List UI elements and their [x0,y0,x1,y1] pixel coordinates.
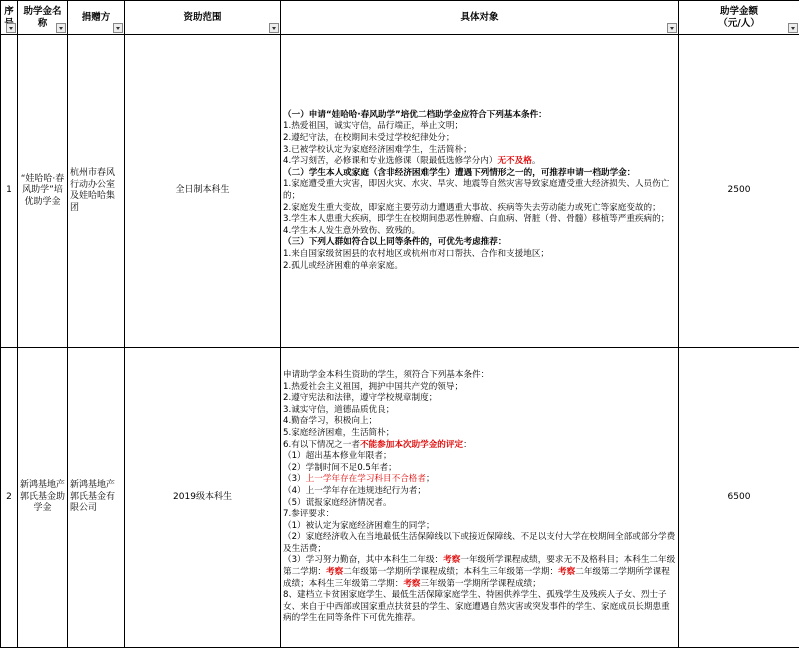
row-seq: 2 [1,348,18,648]
row-donor: 杭州市春风行动办公室及娃哈哈集团 [68,35,125,348]
table-row [1,35,799,348]
filter-dropdown-icon[interactable] [113,23,123,33]
header-row [1,1,799,35]
header-seq: 序 [1,1,18,35]
row-amount: 6500 [679,348,799,648]
row-name: 新鸿基地产郭氏基金助学金 [18,348,68,648]
row-scope: 2019级本科生 [125,348,281,648]
filter-dropdown-icon[interactable] [667,23,677,33]
header-target: 具体对象 [281,1,679,35]
row-seq: 1 [1,35,18,348]
table-row [1,348,799,648]
row-details: 申请助学金本科生资助的学生，须符合下列基本条件： 1.热爱社会主义祖国，拥护中国共产党的领导； 2.遵守宪法和法律，遵守学校规章制度； 3.诚实守信，道德品质优良； 4.勤奋学习，积极向上； 5.家庭经济困难，生活简朴； 6.有以下情况之一者不能参加本次助学金的评定： （1）超出基本修业年限者； （2）学制时间不足0.5年者； （3）上一学年存在学习科目不合格者； （4）上一学年存在违规违纪行为者； （5）谎报家庭经济情况者。 7.参评要求： （1）被认定为家庭经济困难生的同学； （2）家庭经济收入在当地最低生活保障线以下或接近保障线、不足以支付大学在校期间全部或部分学费及生活费； （3）学习努力勤奋，其中本科生二年级：考察一年级所学课程成绩，要求无不及格科目；本科生二年级第二学期：考察二年级第一学期所学课程成绩；本科生三年级第一学期：考察二年级第二学期所学课程成绩；本科生三年级第二学期：考察三年级第一学期所学课程成绩； 8、建档立卡贫困家庭学生、最低生活保障家庭学生、特困供养学生、孤残学生及残疾人子女、烈士子女、来自于中西部或国家重点扶贫县的学生、家庭遭遇自然灾害或突发事件的学生、家庭成员长期患重病的学生在同等条件下可优先推荐。 [281,348,679,648]
row-details: （一）申请“娃哈哈·春风助学”培优二档助学金应符合下列基本条件： 1.热爱祖国，诚实守信，品行端正，举止文明； 2.遵纪守法，在校期间未受过学校纪律处分； 3.已被学校认定为家庭经济困难学生，生活简朴； 4.学习刻苦，必修课和专业选修课（限最低选修学分内）无不及格。 （二）学生本人或家庭（含非经济困难学生）遭遇下列情形之一的，可推荐申请一档助学金： 1.家庭遭受重大灾害，即因火灾、水灾、旱灾、地震等自然灾害导致家庭遭受重大经济损失、人员伤亡的； 2.家庭发生重大变故，即家庭主要劳动力遭遇重大事故、疾病等失去劳动能力或死亡等家庭变故的； 3.学生本人患重大疾病，即学生在校期间患恶性肿瘤、白血病、肾脏（骨、骨髓）移植等严重疾病的； 4.学生本人发生意外致伤、致残的。 （三）下列人群如符合以上同等条件的，可优先考虑推荐： 1.来自国家级贫困县的农村地区或杭州市对口帮扶、合作和支援地区； 2.孤儿或经济困难的单亲家庭。 [281,35,679,348]
header-name: 助学金名称 [18,1,68,35]
filter-dropdown-icon[interactable] [269,23,279,33]
filter-dropdown-icon[interactable] [6,23,16,33]
header-donor: 捐赠方 [68,1,125,35]
row-donor: 新鸿基地产郭氏基金有限公司 [68,348,125,648]
row-name: “娃哈哈·春风助学”培优助学金 [18,35,68,348]
filter-dropdown-icon[interactable] [788,23,798,33]
header-amount: 助学金额 （元/人） [679,1,799,35]
row-amount: 2500 [679,35,799,348]
filter-dropdown-icon[interactable] [56,23,66,33]
row-scope: 全日制本科生 [125,35,281,348]
header-scope: 资助范围 [125,1,281,35]
